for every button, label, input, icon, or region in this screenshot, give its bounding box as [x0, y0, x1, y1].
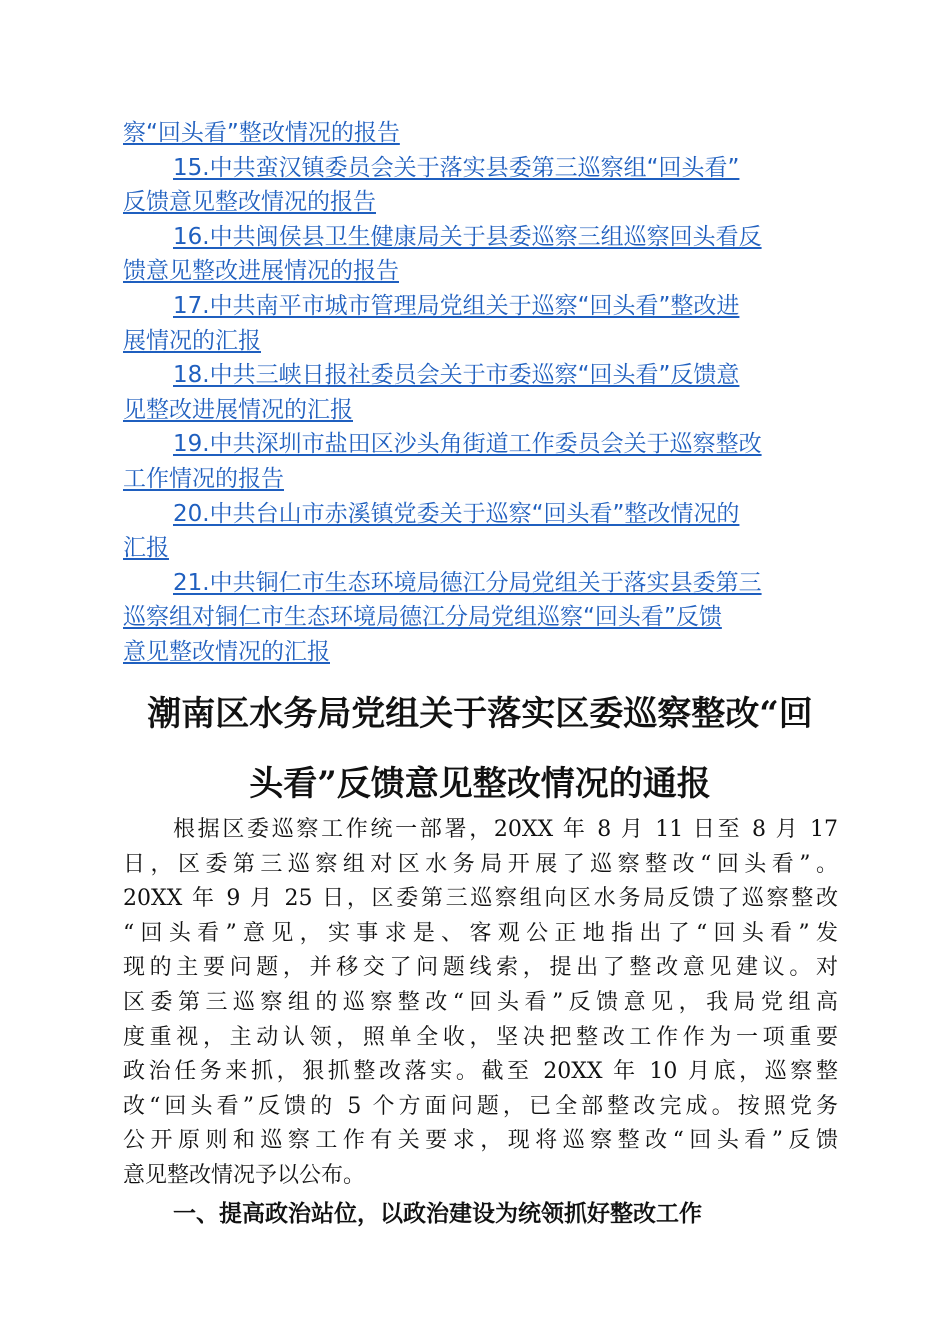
toc-link[interactable]: 工作情况的报告	[123, 465, 284, 492]
body-line: “回头看”意见，实事求是、客观公正地指出了“回头看”发	[123, 920, 838, 946]
toc-link[interactable]: 察“回头看”整改情况的报告	[123, 120, 400, 146]
toc-line[interactable]	[123, 254, 838, 289]
body-line: 区委第三巡察组的巡察整改“回头看”反馈意见，我局党组高	[123, 989, 838, 1015]
document-title-line-1: 潮南区水务局党组关于落实区委巡察整改“回	[147, 694, 813, 734]
table-of-contents	[123, 116, 838, 670]
toc-link[interactable]: 见整改进展情况的汇报	[123, 396, 353, 423]
body-line: 根据区委巡察工作统一部署，20XX 年 8 月 11 日至 8 月 17	[173, 817, 838, 842]
toc-link[interactable]: 巡察组对铜仁市生态环境局德江分局党组巡察“回头看”反馈	[123, 604, 722, 631]
toc-entry-19[interactable]	[123, 427, 838, 462]
toc-line[interactable]	[123, 462, 838, 497]
document-title-line-2: 头看”反馈意见整改情况的通报	[249, 764, 711, 804]
toc-line[interactable]	[123, 324, 838, 359]
toc-entry-17[interactable]	[123, 289, 838, 324]
toc-link[interactable]: 展情况的汇报	[123, 327, 261, 354]
toc-link[interactable]: 汇报	[123, 535, 169, 562]
toc-line[interactable]	[123, 635, 838, 670]
body-paragraph	[123, 813, 838, 1194]
toc-line[interactable]	[123, 600, 838, 635]
toc-link[interactable]: 反馈意见整改情况的报告	[123, 189, 376, 216]
toc-entry-20[interactable]	[123, 497, 838, 532]
section-heading: 一、提高政治站位，以政治建设为统领抓好整改工作	[173, 1201, 702, 1227]
body-line: 改“回头看”反馈的 5 个方面问题，已全部整改完成。按照党务	[123, 1093, 838, 1119]
body-line: 度重视，主动认领，照单全收，坚决把整改工作作为一项重要	[123, 1024, 838, 1050]
toc-link[interactable]: 16.中共闽侯县卫生健康局关于县委巡察三组巡察回头看反	[173, 223, 762, 250]
toc-line[interactable]	[123, 393, 838, 428]
body-line: 日，区委第三巡察组对区水务局开展了巡察整改“回头看”。	[123, 851, 838, 877]
body-line: 公开原则和巡察工作有关要求，现将巡察整改“回头看”反馈	[123, 1128, 838, 1154]
toc-link[interactable]: 馈意见整改进展情况的报告	[123, 258, 399, 285]
body-line: 现的主要问题，并移交了问题线索，提出了整改意见建议。对	[123, 955, 838, 981]
toc-entry-16[interactable]	[123, 220, 838, 255]
toc-link[interactable]: 19.中共深圳市盐田区沙头角街道工作委员会关于巡察整改	[173, 431, 762, 458]
toc-link[interactable]: 意见整改情况的汇报	[123, 638, 330, 665]
toc-line[interactable]	[123, 531, 838, 566]
toc-link[interactable]: 17.中共南平市城市管理局党组关于巡察“回头看”整改进	[173, 292, 740, 319]
body-line: 政治任务来抓，狠抓整改落实。截至 20XX 年 10 月底，巡察整	[123, 1059, 838, 1085]
toc-line[interactable]	[123, 116, 838, 151]
toc-entry-21[interactable]	[123, 566, 838, 601]
toc-entry-18[interactable]	[123, 358, 838, 393]
body-line: 20XX 年 9 月 25 日，区委第三巡察组向区水务局反馈了巡察整改	[123, 886, 838, 912]
toc-link[interactable]: 21.中共铜仁市生态环境局德江分局党组关于落实县委第三	[173, 569, 762, 596]
toc-link[interactable]: 15.中共蛮汉镇委员会关于落实县委第三巡察组“回头看”	[173, 154, 740, 181]
toc-link[interactable]: 20.中共台山市赤溪镇党委关于巡察“回头看”整改情况的	[173, 500, 740, 527]
body-line: 意见整改情况予以公布。	[123, 1162, 366, 1188]
toc-link[interactable]: 18.中共三峡日报社委员会关于市委巡察“回头看”反馈意	[173, 362, 740, 389]
toc-entry-15[interactable]	[123, 151, 838, 186]
toc-line[interactable]	[123, 185, 838, 220]
